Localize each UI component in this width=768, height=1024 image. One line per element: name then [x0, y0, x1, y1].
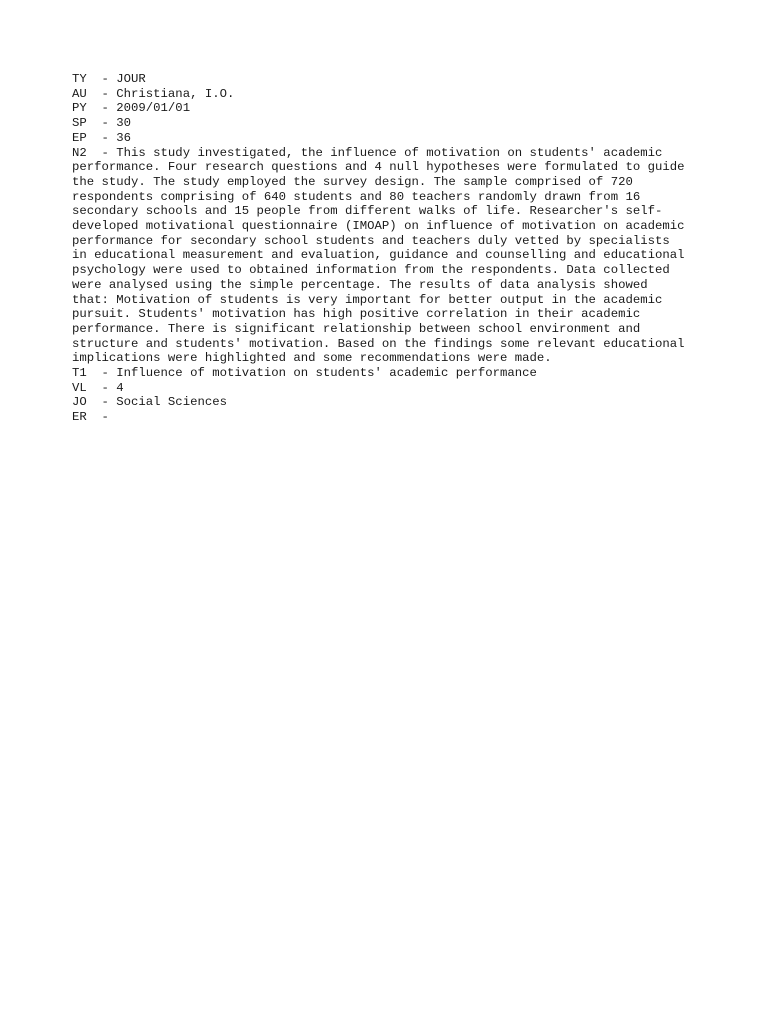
- type-field: TY - JOUR: [72, 72, 146, 86]
- abstract-line: implications were highlighted and some recommendations were made.: [72, 351, 552, 366]
- abstract-line: developed motivational questionnaire (IMOAP) on influence of motivation on academic: [72, 219, 685, 234]
- abstract-line: structure and students' motivation. Based on the findings some relevant educational: [72, 336, 685, 351]
- end-record-field: ER -: [72, 410, 117, 425]
- abstract-line: secondary schools and 15 people from different walks of life. Researcher's self-: [72, 204, 663, 219]
- abstract-line: performance. There is significant relationship between school environment and: [72, 321, 641, 336]
- abstract-line: performance for secondary school students and teachers duly vetted by specialists: [72, 233, 670, 248]
- abstract-line: were analysed using the simple percentage. The results of data analysis showed: [72, 277, 648, 292]
- abstract-line: performance. Four research questions and 4 null hypotheses were formulated to guide: [72, 160, 685, 175]
- abstract-line: N2 - This study investigated, the influence of motivation on students' academic: [72, 145, 663, 160]
- title-field: T1 - Influence of motivation on students' academic performance: [72, 366, 537, 381]
- abstract-line: in educational measurement and evaluation, guidance and counselling and educational: [72, 248, 685, 263]
- publication-year-field: PY - 2009/01/01: [72, 101, 191, 116]
- start-page-field: SP - 30: [72, 116, 132, 131]
- volume-field: VL - 4: [72, 380, 124, 395]
- journal-field: JO - Social Sciences: [72, 395, 227, 410]
- end-page-field: EP - 36: [72, 130, 132, 145]
- ris-citation-record: [72, 72, 704, 425]
- abstract-line: respondents comprising of 640 students and 80 teachers randomly drawn from 16: [72, 189, 641, 204]
- abstract-line: psychology were used to obtained information from the respondents. Data collected: [72, 263, 670, 278]
- abstract-line: pursuit. Students' motivation has high positive correlation in their academic: [72, 307, 641, 322]
- abstract-field: [72, 146, 704, 367]
- abstract-line: the study. The study employed the survey design. The sample comprised of 720: [72, 174, 633, 189]
- author-field: AU - Christiana, I.O.: [72, 86, 235, 101]
- abstract-line: that: Motivation of students is very important for better output in the academic: [72, 292, 663, 307]
